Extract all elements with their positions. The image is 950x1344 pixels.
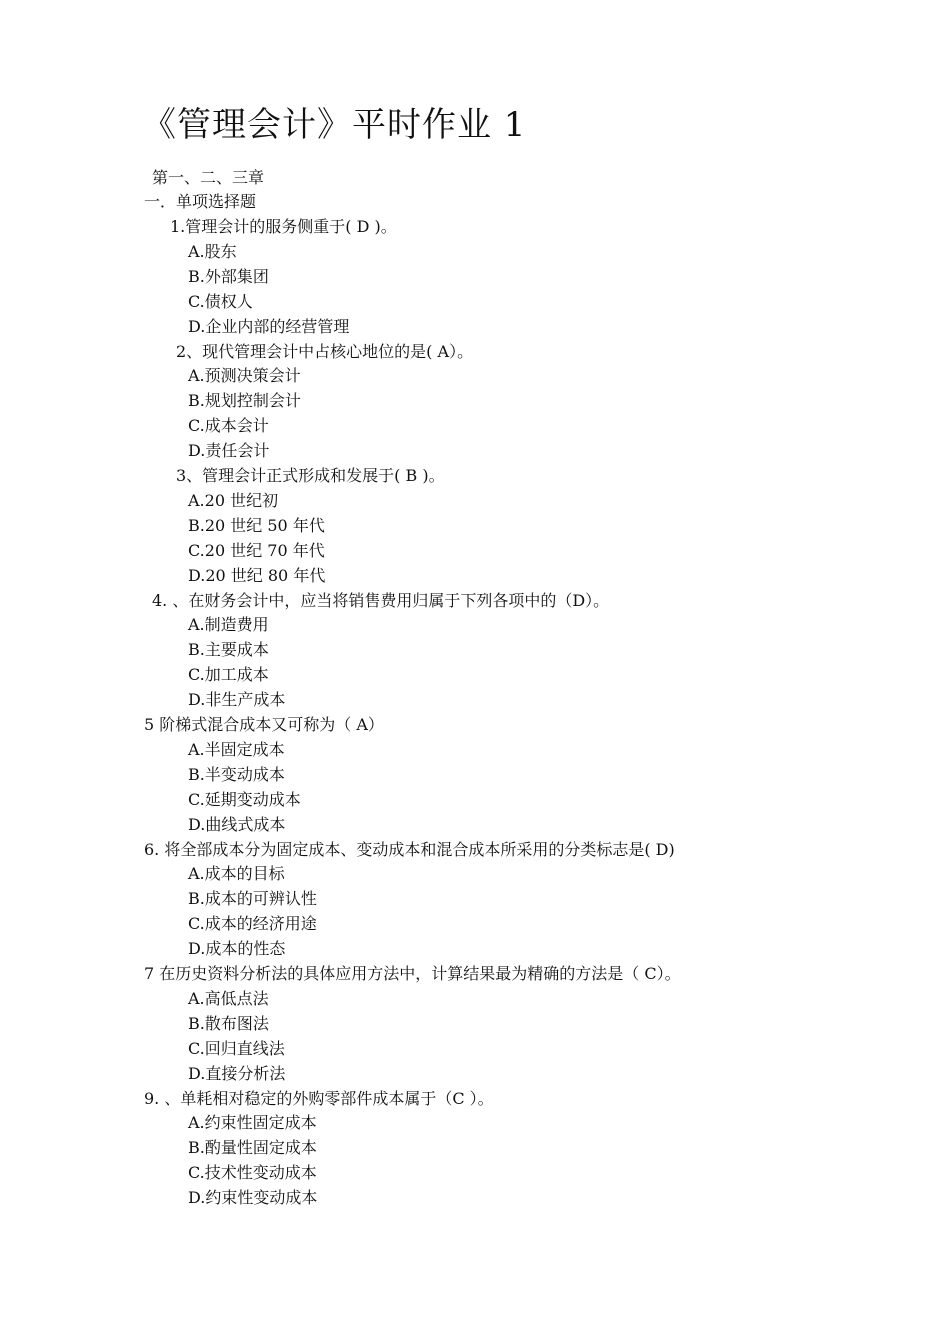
question-stem: 5 阶梯式混合成本又可称为（ A） bbox=[144, 715, 384, 734]
answer-option: A.高低点法 bbox=[188, 988, 269, 1008]
answer-option: A.制造费用 bbox=[188, 615, 269, 635]
question-stem: 7 在历史资料分析法的具体应用方法中，计算结果最为精确的方法是（ C）。 bbox=[144, 964, 681, 983]
answer-option: D.20 世纪 80 年代 bbox=[188, 565, 326, 585]
answer-option: A.成本的目标 bbox=[188, 864, 285, 884]
answer-option: D.约束性变动成本 bbox=[188, 1188, 318, 1208]
answer-option: D.非生产成本 bbox=[188, 690, 286, 710]
chapter-heading: 第一、二、三章 bbox=[152, 168, 265, 187]
answer-option: B.主要成本 bbox=[188, 640, 269, 660]
answer-option: C.技术性变动成本 bbox=[188, 1163, 317, 1183]
answer-option: A.约束性固定成本 bbox=[188, 1113, 317, 1133]
answer-option: C.债权人 bbox=[188, 291, 253, 311]
question-stem: 6. 将全部成本分为固定成本、变动成本和混合成本所采用的分类标志是( D) bbox=[144, 839, 675, 859]
answer-option: D.企业内部的经营管理 bbox=[188, 316, 350, 336]
answer-option: B.酌量性固定成本 bbox=[188, 1138, 317, 1158]
answer-option: D.直接分析法 bbox=[188, 1063, 286, 1083]
answer-option: A.半固定成本 bbox=[188, 739, 285, 759]
answer-option: B.规划控制会计 bbox=[188, 391, 301, 411]
answer-option: B.散布图法 bbox=[188, 1013, 269, 1033]
answer-option: C.回归直线法 bbox=[188, 1038, 285, 1058]
answer-option: A.股东 bbox=[188, 241, 237, 261]
answer-option: B.20 世纪 50 年代 bbox=[188, 515, 325, 535]
answer-option: C.20 世纪 70 年代 bbox=[188, 540, 325, 560]
answer-option: C.延期变动成本 bbox=[188, 789, 301, 809]
question-stem: 1.管理会计的服务侧重于( D )。 bbox=[170, 217, 397, 236]
answer-option: D.成本的性态 bbox=[188, 939, 286, 959]
answer-option: D.曲线式成本 bbox=[188, 814, 286, 834]
section-heading: 一．单项选择题 bbox=[144, 192, 257, 211]
question-stem: 9. 、单耗相对稳定的外购零部件成本属于（C ）。 bbox=[144, 1088, 494, 1108]
answer-option: A.20 世纪初 bbox=[188, 490, 279, 510]
page-title: 《管理会计》平时作业 1 bbox=[142, 105, 527, 145]
answer-option: C.成本会计 bbox=[188, 416, 269, 436]
answer-option: B.外部集团 bbox=[188, 266, 269, 286]
answer-option: C.加工成本 bbox=[188, 665, 269, 685]
question-stem: 3、管理会计正式形成和发展于( B )。 bbox=[176, 466, 445, 485]
answer-option: C.成本的经济用途 bbox=[188, 914, 317, 934]
answer-option: B.成本的可辨认性 bbox=[188, 889, 317, 909]
answer-option: B.半变动成本 bbox=[188, 764, 285, 784]
question-stem: 2、现代管理会计中占核心地位的是( A）。 bbox=[176, 341, 474, 361]
answer-option: A.预测决策会计 bbox=[188, 366, 301, 386]
question-stem: 4. 、在财务会计中，应当将销售费用归属于下列各项中的（D）。 bbox=[152, 590, 610, 610]
answer-option: D.责任会计 bbox=[188, 441, 270, 461]
